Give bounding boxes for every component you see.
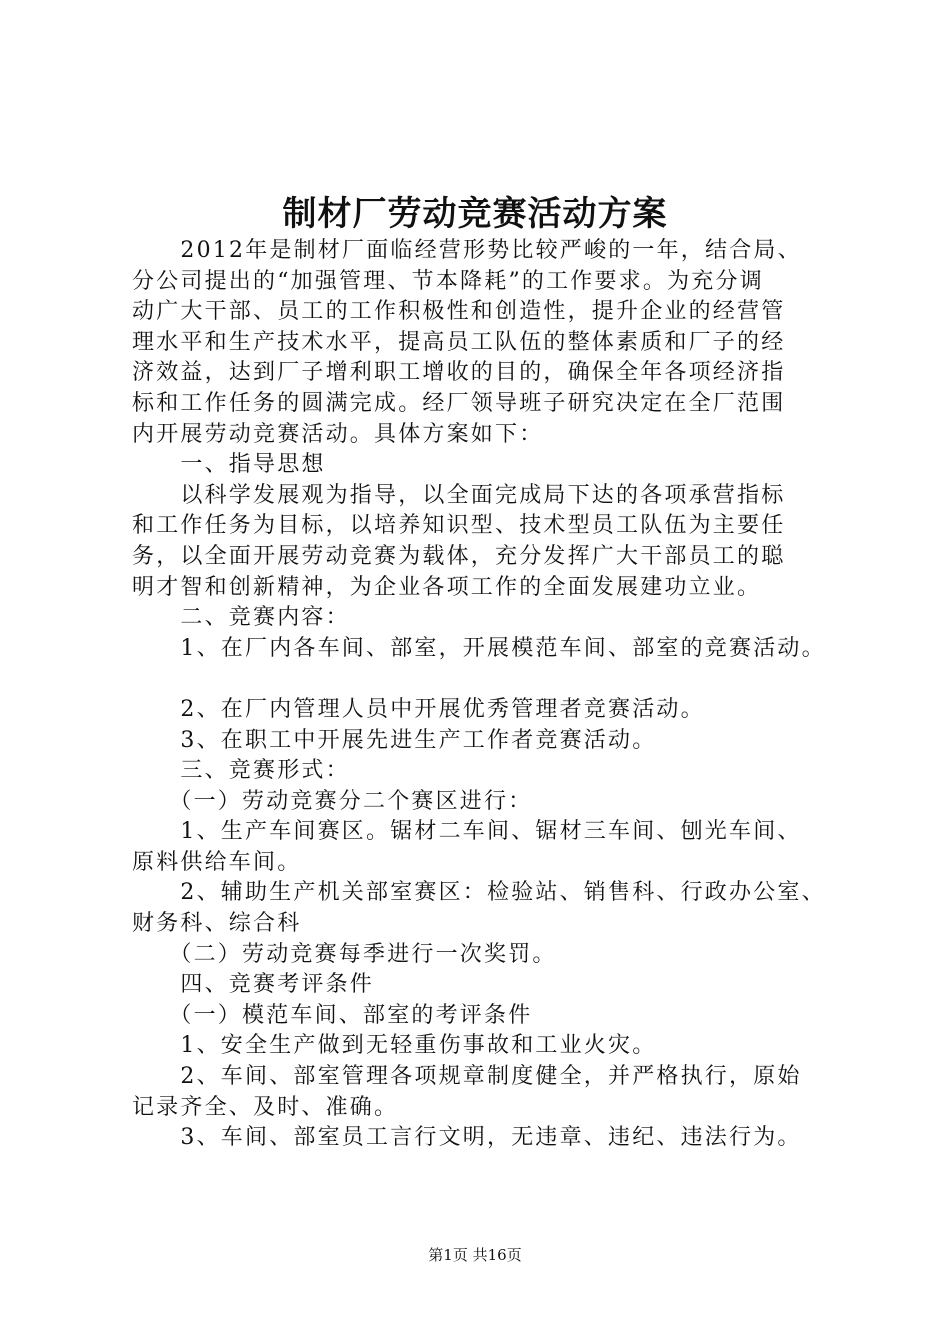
text-line: 分公司提出的“加强管理、节本降耗”的工作要求。为充分调	[132, 268, 764, 294]
text-line: （二）劳动竞赛每季进行一次奖罚。	[132, 941, 557, 967]
text-line: 2012年是制材厂面临经营形势比较严峻的一年，结合局、	[132, 238, 802, 263]
text-line: （一）模范车间、部室的考评条件	[132, 1002, 533, 1028]
text-line: 动广大干部、员工的工作积极性和创造性，提升企业的经营管	[132, 299, 786, 325]
text-line: （一）劳动竞赛分二个赛区进行：	[132, 788, 533, 814]
text-line: 务，以全面开展劳动竞赛为载体，充分发挥广大干部员工的聪	[132, 543, 786, 569]
document-title: 制材厂劳动竞赛活动方案	[282, 194, 668, 234]
text-line: 3、车间、部室员工言行文明，无违章、违纪、违法行为。	[132, 1125, 802, 1151]
text-line: 1、生产车间赛区。锯材二车间、锯材三车间、刨光车间、	[132, 819, 802, 845]
text-line: 2、在厂内管理人员中开展优秀管理者竞赛活动。	[132, 696, 705, 722]
text-line: 一、指导思想	[132, 452, 326, 478]
text-line: 和工作任务为目标，以培养知识型、技术型员工队伍为主要任	[132, 513, 786, 539]
text-line: 标和工作任务的圆满完成。经厂领导班子研究决定在全厂范围	[132, 390, 786, 416]
text-line: 财务科、综合科	[132, 911, 302, 937]
text-line: 理水平和生产技术水平，提高员工队伍的整体素质和厂子的经	[132, 329, 786, 355]
text-line: 二、竞赛内容：	[132, 605, 350, 631]
text-line: 四、竞赛考评条件	[132, 972, 375, 998]
page-footer: 第1页 共16页	[428, 1246, 522, 1264]
text-line: 1、安全生产做到无轻重伤事故和工业火灾。	[132, 1033, 657, 1059]
text-line: 2、车间、部室管理各项规章制度健全，并严格执行，原始	[132, 1064, 802, 1090]
text-line: 以科学发展观为指导，以全面完成局下达的各项承营指标	[132, 482, 786, 508]
text-line: 记录齐全、及时、准确。	[132, 1094, 399, 1120]
text-line: 原料供给车间。	[132, 849, 302, 875]
blank-line	[132, 664, 852, 695]
text-line: 2、辅助生产机关部室赛区：检验站、销售科、行政办公室、	[132, 880, 826, 906]
text-line: 三、竞赛形式：	[132, 758, 350, 784]
document-body	[132, 236, 852, 1154]
text-line: 明才智和创新精神，为企业各项工作的全面发展建功立业。	[132, 574, 762, 600]
text-line: 1、在厂内各车间、部室，开展模范车间、部室的竞赛活动。	[132, 635, 826, 661]
text-line: 济效益，达到厂子增利职工增收的目的，确保全年各项经济指	[132, 360, 786, 386]
text-line: 内开展劳动竞赛活动。具体方案如下：	[132, 421, 544, 447]
text-line: 3、在职工中开展先进生产工作者竞赛活动。	[132, 727, 657, 753]
